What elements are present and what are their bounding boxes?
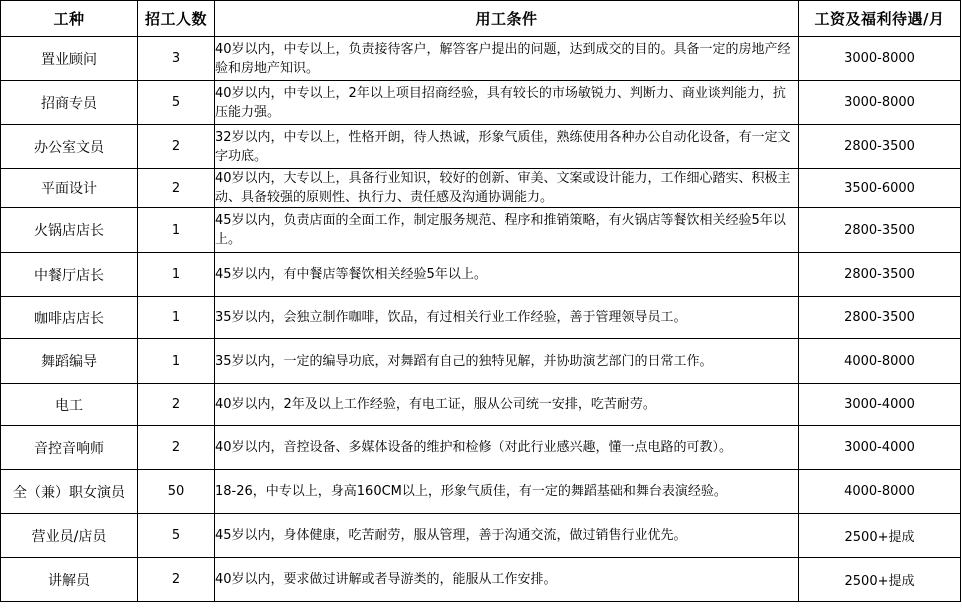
hire-count: 5	[138, 514, 215, 558]
table-row	[1, 297, 961, 339]
job-requirements: 35岁以内，会独立制作咖啡，饮品，有过相关行业工作经验，善于管理领导员工。	[215, 297, 799, 339]
hire-count: 1	[138, 208, 215, 253]
table-row	[1, 208, 961, 253]
table-row	[1, 339, 961, 384]
table-row	[1, 253, 961, 297]
hire-count: 2	[138, 426, 215, 470]
salary-range: 3000-4000	[799, 426, 961, 470]
job-requirements: 32岁以内，中专以上，性格开朗，待人热诚，形象气质佳，熟练使用各种办公自动化设备，有一定文字功底。	[215, 125, 799, 169]
salary-range: 2800-3500	[799, 125, 961, 169]
job-name: 音控音响师	[1, 426, 138, 470]
header-salary: 工资及福利待遇/月	[799, 1, 961, 37]
job-requirements: 40岁以内，要求做过讲解或者导游类的，能服从工作安排。	[215, 558, 799, 602]
table-row	[1, 514, 961, 558]
table-row	[1, 125, 961, 169]
job-name: 咖啡店店长	[1, 297, 138, 339]
hire-count: 1	[138, 339, 215, 384]
table-row	[1, 384, 961, 426]
table-row	[1, 37, 961, 81]
job-requirements: 40岁以内，2年及以上工作经验，有电工证，服从公司统一安排，吃苦耐劳。	[215, 384, 799, 426]
job-requirements: 40岁以内，大专以上，具备行业知识，较好的创新、审美、文案或设计能力，工作细心踏实、积极主动、具备较强的原则性、执行力、责任感及沟通协调能力。	[215, 169, 799, 208]
job-name: 营业员/店员	[1, 514, 138, 558]
job-requirements: 45岁以内，有中餐店等餐饮相关经验5年以上。	[215, 253, 799, 297]
job-requirements: 40岁以内，中专以上，负责接待客户，解答客户提出的问题，达到成交的目的。具备一定的房地产经验和房地产知识。	[215, 37, 799, 81]
salary-range: 3500-6000	[799, 169, 961, 208]
hire-count: 3	[138, 37, 215, 81]
job-name: 全（兼）职女演员	[1, 470, 138, 514]
job-requirements: 45岁以内，身体健康，吃苦耐劳，服从管理，善于沟通交流，做过销售行业优先。	[215, 514, 799, 558]
salary-range: 2500+提成	[799, 558, 961, 602]
hire-count: 1	[138, 297, 215, 339]
job-name: 置业顾问	[1, 37, 138, 81]
job-requirements: 18-26，中专以上，身高160CM以上，形象气质佳，有一定的舞蹈基础和舞台表演经验。	[215, 470, 799, 514]
job-requirements: 40岁以内，音控设备、多媒体设备的维护和检修（对此行业感兴趣，懂一点电路的可教）。	[215, 426, 799, 470]
salary-range: 3000-8000	[799, 81, 961, 125]
job-name: 平面设计	[1, 169, 138, 208]
header-job: 工种	[1, 1, 138, 37]
job-name: 中餐厅店长	[1, 253, 138, 297]
hire-count: 2	[138, 125, 215, 169]
job-name: 电工	[1, 384, 138, 426]
table-row	[1, 558, 961, 602]
salary-range: 2500+提成	[799, 514, 961, 558]
table-row	[1, 470, 961, 514]
job-name: 讲解员	[1, 558, 138, 602]
salary-range: 3000-4000	[799, 384, 961, 426]
hire-count: 1	[138, 253, 215, 297]
hire-count: 50	[138, 470, 215, 514]
job-name: 火锅店店长	[1, 208, 138, 253]
header-count: 招工人数	[138, 1, 215, 37]
hire-count: 2	[138, 169, 215, 208]
job-name: 招商专员	[1, 81, 138, 125]
job-name: 舞蹈编导	[1, 339, 138, 384]
table-row	[1, 426, 961, 470]
job-requirements: 45岁以内，负责店面的全面工作，制定服务规范、程序和推销策略，有火锅店等餐饮相关经验5年以上。	[215, 208, 799, 253]
salary-range: 2800-3500	[799, 208, 961, 253]
salary-range: 2800-3500	[799, 297, 961, 339]
job-requirements: 35岁以内，一定的编导功底，对舞蹈有自己的独特见解，并协助演艺部门的日常工作。	[215, 339, 799, 384]
table-row	[1, 169, 961, 208]
job-name: 办公室文员	[1, 125, 138, 169]
salary-range: 4000-8000	[799, 470, 961, 514]
table-row	[1, 81, 961, 125]
header-requirements: 用工条件	[215, 1, 799, 37]
job-requirements: 40岁以内，中专以上，2年以上项目招商经验，具有较长的市场敏锐力、判断力、商业谈判能力，抗压能力强。	[215, 81, 799, 125]
salary-range: 4000-8000	[799, 339, 961, 384]
hire-count: 2	[138, 558, 215, 602]
salary-range: 3000-8000	[799, 37, 961, 81]
hire-count: 5	[138, 81, 215, 125]
header-row	[1, 1, 961, 37]
salary-range: 2800-3500	[799, 253, 961, 297]
hire-count: 2	[138, 384, 215, 426]
